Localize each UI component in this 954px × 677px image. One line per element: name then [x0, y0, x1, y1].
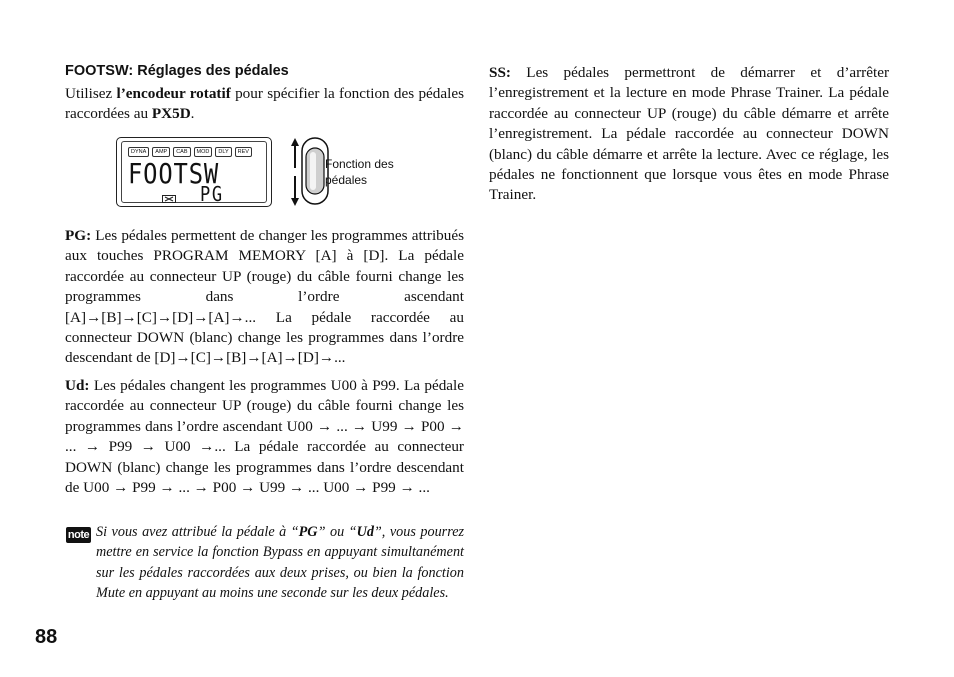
ss-label: SS: — [489, 64, 511, 81]
intro-text-3: . — [190, 105, 195, 123]
intro-paragraph — [65, 84, 464, 125]
note-bold-pg: PG — [298, 524, 318, 540]
wrench-icon — [162, 195, 176, 206]
ud-paragraph — [65, 376, 464, 498]
lcd-frame — [121, 141, 267, 206]
note-text-1: Si vous avez attribué la pédale à “ — [96, 524, 299, 540]
note-paragraph — [96, 522, 464, 604]
section-heading: FOOTSW: Réglages des pédales — [65, 63, 289, 79]
encoder-label — [325, 156, 394, 188]
pg-text: Les pédales permettent de changer les programmes attribués aux touches PROGRAM MEMORY [A] à [D]. La pédale raccordée au connecteur UP (rouge) du câble fourni change les programmes dans l’ordre ascendant [A]→[B]→[C]→[D]→[A]→... La pédale raccordée au connecteur DOWN (blanc) change les programmes dans l’ordre descendant de [D]→[C]→[B]→[A]→[D]→... — [65, 227, 464, 367]
ss-paragraph — [489, 63, 889, 206]
ud-label: Ud: — [65, 377, 90, 394]
pg-label: PG: — [65, 227, 92, 244]
note-text-2: ” ou “ — [317, 524, 357, 540]
page-number: 88 — [35, 626, 58, 648]
badge-dly: DLY — [215, 147, 231, 157]
lcd-effect-badges — [128, 147, 252, 157]
lcd-display — [116, 137, 272, 207]
badge-dyna: DYNA — [128, 147, 149, 157]
intro-bold-model: PX5D — [151, 105, 191, 123]
badge-cab: CAB — [173, 147, 190, 157]
note-text-3: ”, vous pourrez mettre en service la fonction Bypass en appuyant simultanément sur les pédales raccordées aux deux prises, ou bien la fonction Mute en appuyant au moins une seconde sur les deux pédales. — [96, 524, 465, 602]
encoder-label-line-1: Fonction des — [325, 157, 394, 171]
intro-text-2: pour spécifier la fonction des pédales raccordées au — [65, 85, 464, 123]
note-bold-ud: Ud — [356, 524, 374, 540]
intro-text-1: Utilisez — [65, 85, 117, 102]
badge-rev: REV — [235, 147, 252, 157]
badge-amp: AMP — [152, 147, 170, 157]
pg-paragraph — [65, 226, 464, 369]
note-icon: note — [67, 529, 90, 541]
badge-mod: MOD — [194, 147, 213, 157]
ud-text: Les pédales changent les programmes U00 à P99. La pédale raccordée au connecteur UP (rouge) du câble fourni change les programmes dans l’ordre ascendant U00 → ... → U99 → P00 → ... → P99 → U00 →... La pédale raccordée au connecteur DOWN (blanc) change les programmes dans l’ordre descendant de U00 → P99 → ... → P00 → U99 → ... U00 → P99 → ... — [65, 377, 464, 497]
ss-text: Les pédales permettront de démarrer et d’arrêter l’enregistrement et la lecture en mode Phrase Trainer. La pédale raccordée au connecteur UP (rouge) du câble démarre et arrête l’enregistrement. La pédale raccordée au connecteur DOWN (blanc) du câble démarre et arrête la lecture. Avec ce réglage, les pédales ne fonctionnent que lorsque vous êtes en mode Phrase Trainer. — [489, 64, 889, 204]
lcd-line-1: FOOTSW — [128, 157, 220, 190]
encoder-label-line-2: pédales — [325, 173, 368, 187]
intro-bold-encoder: l’encodeur rotatif — [116, 85, 231, 102]
lcd-line-2: PG — [200, 182, 224, 206]
